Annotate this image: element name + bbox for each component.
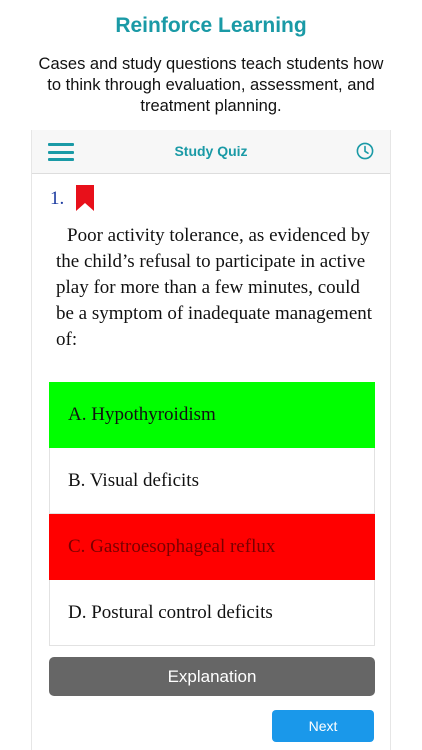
nav-title: Study Quiz — [174, 143, 248, 159]
option-a[interactable] — [49, 382, 375, 448]
promo-subtitle: Cases and study questions teach students how to think through evaluation, assessment, and treatment planning. — [38, 55, 384, 115]
question-number: 1. — [50, 188, 65, 209]
option-d[interactable] — [49, 580, 375, 646]
navbar — [32, 130, 390, 174]
promo-title: Reinforce Learning — [115, 14, 307, 37]
question-text: Poor activity tolerance, as evidenced by the child’s refusal to participate in active play for more than a few minutes, could be a symptom of inadequate management of: — [56, 225, 373, 350]
option-label: A. Hypothyroidism — [68, 403, 216, 425]
explanation-button[interactable]: Explanation — [49, 657, 375, 696]
option-label: D. Postural control deficits — [68, 601, 273, 623]
app-screen — [31, 130, 391, 750]
clock-icon[interactable] — [356, 142, 374, 160]
menu-icon[interactable] — [48, 142, 74, 162]
option-label: C. Gastroesophageal reflux — [68, 535, 276, 557]
option-b[interactable] — [49, 448, 375, 514]
next-button[interactable]: Next — [272, 710, 374, 742]
option-label: B. Visual deficits — [68, 469, 199, 491]
answer-options — [49, 382, 375, 646]
option-c[interactable] — [49, 514, 375, 580]
bookmark-icon[interactable] — [76, 185, 94, 211]
